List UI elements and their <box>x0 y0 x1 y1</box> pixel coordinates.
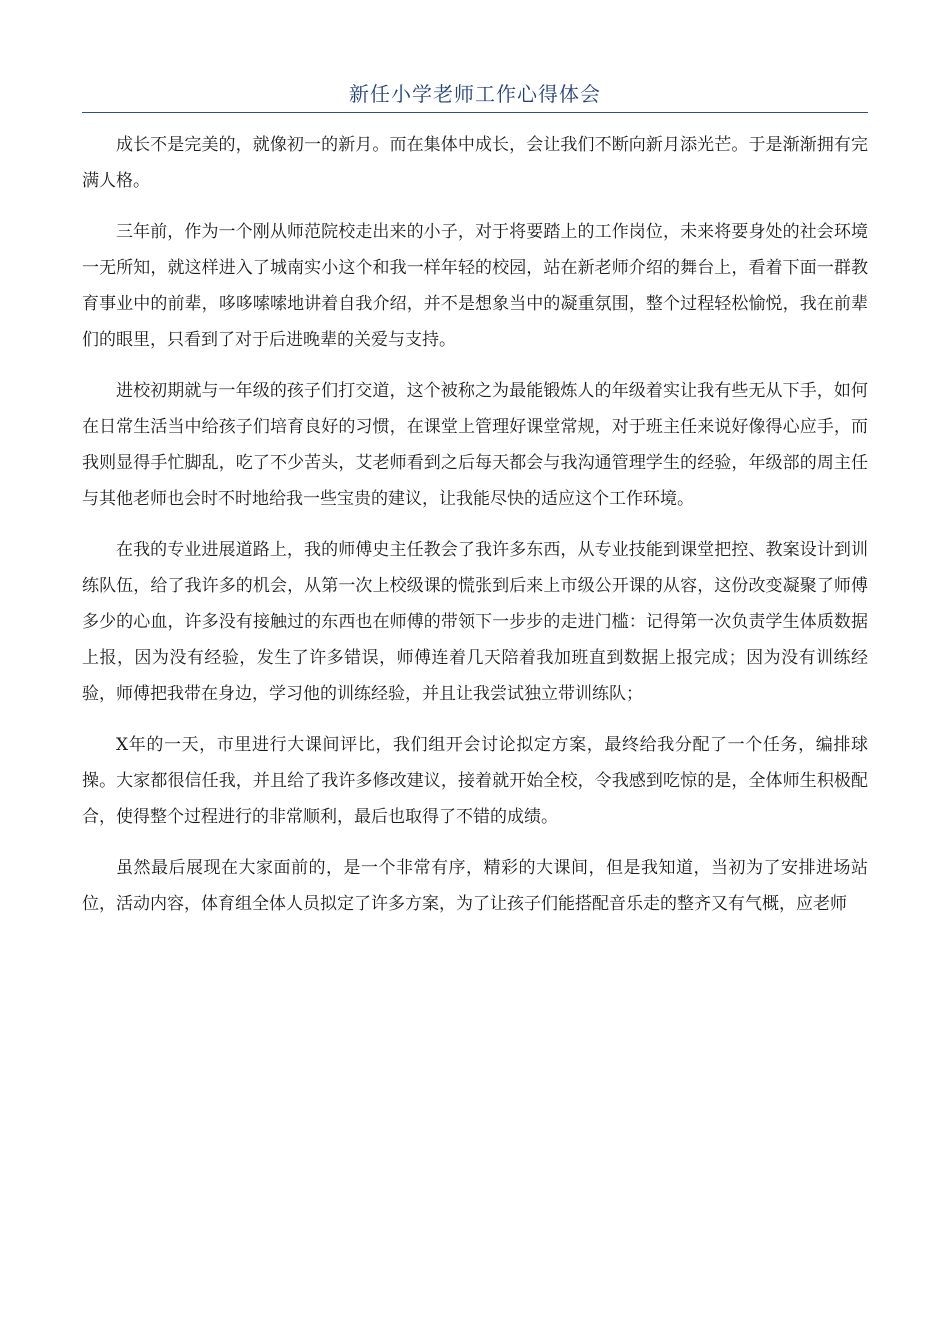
paragraph-2: 三年前，作为一个刚从师范院校走出来的小子，对于将要踏上的工作岗位，未来将要身处的社会环境一无所知，就这样进入了城南实小这个和我一样年轻的校园，站在新老师介绍的舞台上，看着下面一群教育事业中的前辈，哆哆嗦嗦地讲着自我介绍，并不是想象当中的凝重氛围，整个过程轻松愉悦，我在前辈们的眼里，只看到了对于后进晚辈的关爱与支持。 <box>82 222 868 350</box>
paragraph-3: 进校初期就与一年级的孩子们打交道，这个被称之为最能锻炼人的年级着实让我有些无从下手，如何在日常生活当中给孩子们培育良好的习惯，在课堂上管理好课堂常规，对于班主任来说好像得心应手，而我则显得手忙脚乱，吃了不少苦头，艾老师看到之后每天都会与我沟通管理学生的经验，年级部的周主任与其他老师也会时不时地给我一些宝贵的建议，让我能尽快的适应这个工作环境。 <box>82 381 868 509</box>
document-header <box>82 80 868 113</box>
paragraph-5: X年的一天，市里进行大课间评比，我们组开会讨论拟定方案，最终给我分配了一个任务，编排球操。大家都很信任我，并且给了我许多修改建议，接着就开始全校，令我感到吃惊的是，全体师生积极配合，使得整个过程进行的非常顺利，最后也取得了不错的成绩。 <box>82 735 868 827</box>
document-body <box>82 127 868 922</box>
document-title: 新任小学老师工作心得体会 <box>349 82 601 106</box>
paragraph-1: 成长不是完美的，就像初一的新月。而在集体中成长，会让我们不断向新月添光芒。于是渐渐拥有完满人格。 <box>82 135 868 191</box>
paragraph-6: 虽然最后展现在大家面前的，是一个非常有序，精彩的大课间，但是我知道，当初为了安排进场站位，活动内容，体育组全体人员拟定了许多方案，为了让孩子们能搭配音乐走的整齐又有气概，应老师 <box>82 858 868 914</box>
paragraph-4: 在我的专业进展道路上，我的师傅史主任教会了我许多东西，从专业技能到课堂把控、教案设计到训练队伍，给了我许多的机会，从第一次上校级课的慌张到后来上市级公开课的从容，这份改变凝聚了师傅多少的心血，许多没有接触过的东西也在师傅的带领下一步步的走进门槛：记得第一次负责学生体质数据上报，因为没有经验，发生了许多错误，师傅连着几天陪着我加班直到数据上报完成；因为没有训练经验，师傅把我带在身边，学习他的训练经验，并且让我尝试独立带训练队； <box>82 540 868 704</box>
